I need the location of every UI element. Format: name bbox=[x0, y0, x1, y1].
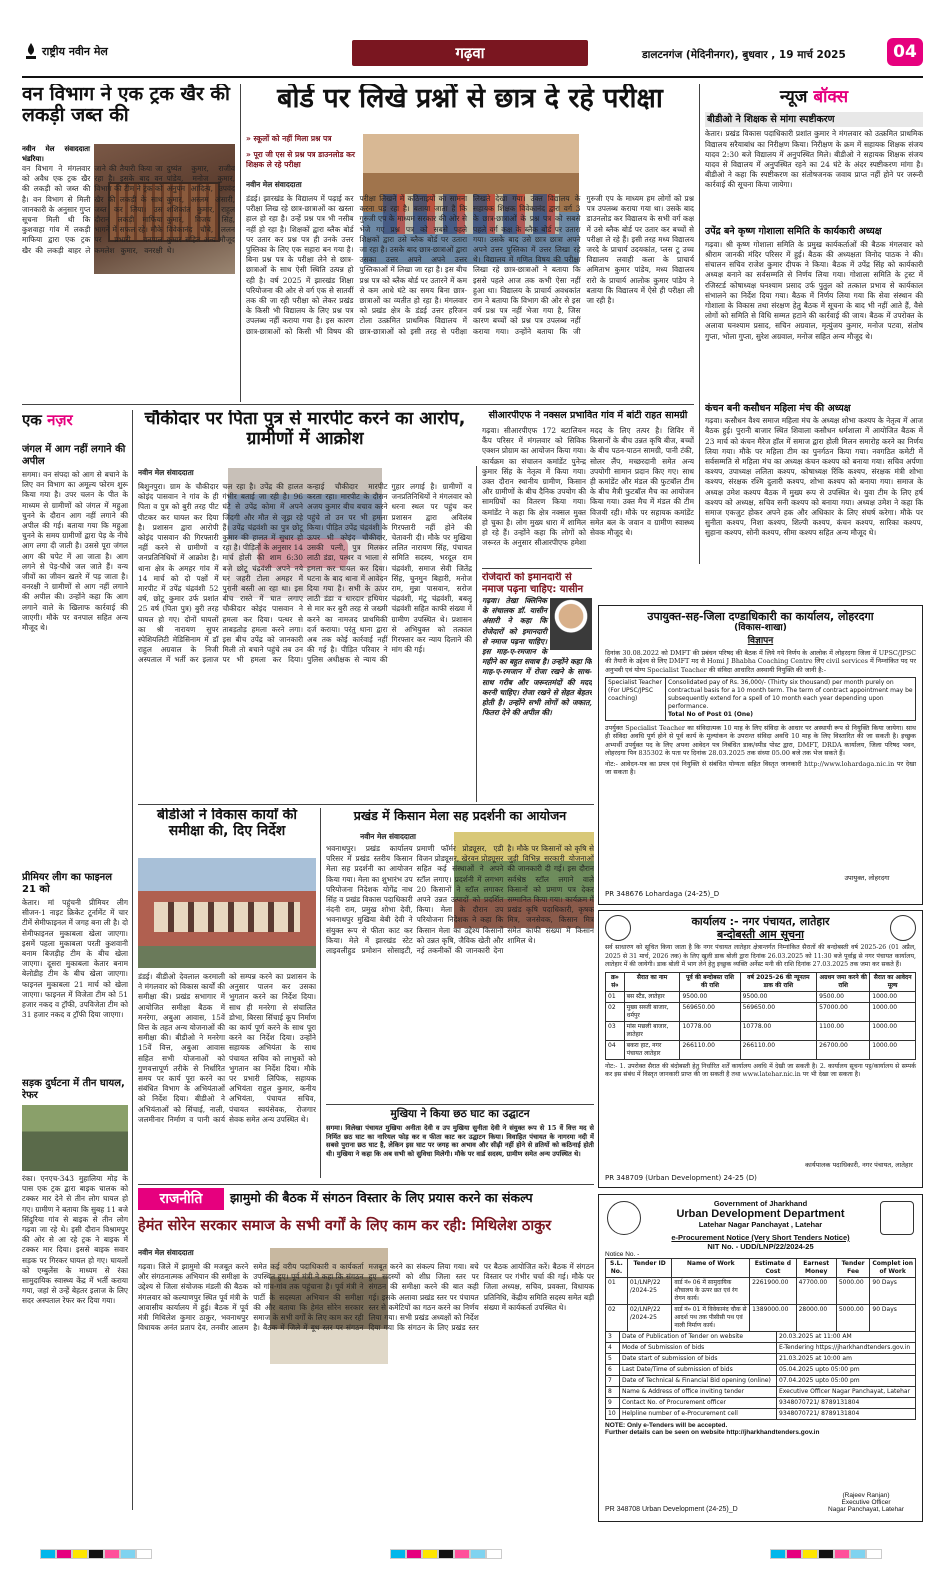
nazar-item2-body: केतार। मां पहुंचनी प्रीमियर लीग सीजन-1 नाइट क्रिकेट टूर्नामेंट में चार टीमें सेमीफाइनल में जगह बना ली है। दो सेमीफाइनल मुकाबला खेला जाएगा। इसमें पहला मुकाबला परती कुशवानी बनाम बिजड़ीह टीम के बीच खेला जाएगा। दूसरा मुकाबला केतार बनाम बेलोडीह टीम के बीच खेला जाएगा। फाइनल मुकाबला 21 मार्च को खेला जाएगा। फाइनल में विजेता टीम को 51 हजार नकद व ट्रॉफी, उपविजेता टीम को 31 हजार नकद व ट्रॉफी दिया जाएगा। bbox=[22, 898, 128, 1020]
ad-signature: उपायुक्त, लोहरदगा bbox=[844, 874, 890, 882]
cell: 07.04.2025 upto 05:00 pm bbox=[777, 1376, 916, 1387]
cell: 1000.00 bbox=[870, 1040, 916, 1059]
th: Earnest Money bbox=[796, 1259, 836, 1278]
tender-note1: NOTE: Only e-Tenders will be accepted. bbox=[605, 1422, 728, 1429]
ad-body1: दिनांक 30.08.2022 को DMFT की प्रबंधन परिषद की बैठक में लिये गये निर्णय के आलोक में लोहरदगा जिला में UPSC/JPSC की तैयारी के उद्देश्य से लिए DMFT मद से Homi J Bhabha Coaching Centre लिए civil services में निम्नांकित पद पर अनुभवी एवं योग्य Specialist Teacher की संविदा आधारित अस्थायी नियुक्ति की जानी है:- bbox=[605, 648, 916, 674]
chowkidar-body: बिशुनपुरा। ग्राम के चौकीदार कोइंद पासवान ने गांव के ही पिता व पुत्र को बुरी तरह पीट पीटकर कर घायल कर दिया है। प्रशासन द्वारा आरोपी कोइंद पासवान की गिरफ्तारी नहीं करने से ग्रामीणों व जनप्रतिनिधियों में आक्रोश है। थाना क्षेत्र के अमहर गांव में 14 मार्च को दो पक्षों में मारपीट में उपेंद्र चंद्रवंशी 52 वर्ष, छोटू कुमार उर्फ प्रशांत 25 वर्ष (पिता पुत्र) बुरी तरह घायल हो गए। दोनों घायलों का श्री नारायण सुपर स्पेशियलिटी मेडिसिनाम में डॉ राहुल अग्रवाल के निजी अस्पताल में भर्ती कर इलाज चल रहा है। उपेंद्र की हालत गंभीर बताई जा रही है। 96 घंटे से उपेंद्र कोमा में अपने जिंदगी और मौत से जूझ रहे हैं। उपेंद्र चंद्रवंशी का पुत्र छोटू कुमार की हालत में सुधार हो रहा है। पीड़ितों के अनुसार 14 मार्च होली की शाम 6:30 बजे छोटू चंद्रवंशी अपने नये घर जहरी टोला अमहर में पुरानी बस्ती आ रहा था। इस बीच रास्ते में घात लगाए चौकीदार कोइंद पासवान ने हमला कर दिया। पत्थर से ताबड़तोड़ हमला करने लगा। इस बीच उपेंद्र को जानकारी मिली तो बचाने पहुंचे तब उन पर भी हमला कर दिया। कन्हाई चौकीदार मारपीट करता रहा। मारपीट के दौरान अजय कुमार बीच बचाव करने पहुंचे तो उन पर भी हमला किया। पीड़ित उपेंद्र चंद्रवंशी के ऊपर भी कोइंद चौकीदार, उसकी पत्नी, पुत्र मिलकर लाठी डंडा, पत्थर व भाला से हमला कर घायल कर दिया। घटना के बाद थाना में आवेदन दिया गया है। सभी के ऊपर लाठी डंडा व धारदार हथियार से मार कर बुरी तरह से जख्मी करने का नामजद प्राथमिकी दर्ज कराया। परंतु थाना द्वारा अब तक कोई कार्रवाई नहीं की गई है। पीड़ित परिवार ने पुलिस अधीक्षक से न्याय की गुहार लगाई है। ग्रामीणों व जनप्रतिनिधियों ने मंगलवार को धरना स्थल पर पहुंच कर प्रशासन द्वारा अविलंब गिरफ्तारी नहीं होने की चेतावनी दी। मौके पर मुखिया ललित नारायण सिंह, पंचायत समिति सदस्य, भरदूल राम चंद्रवंशी, समाज सेवी जितेंद्र सिंह, चुनमुन बिहारी, मनोज राम, मुन्ना पासवान, सरोज चंद्रवंशी, मंटू चंद्रवंशी, बबलू चंद्रवंशी सहित काफी संख्या में ग्रामीण उपस्थित थे। प्रशासन से अभियुक्त को तत्काल गिरफ्तार कर न्याय दिलाने की मांग की गई। bbox=[138, 482, 472, 665]
cell: 47700.00 bbox=[796, 1278, 836, 1305]
politics-section bbox=[138, 1188, 594, 1522]
board-kicker-1: » स्कूलों को नहीं मिला प्रश्न पत्र bbox=[246, 134, 332, 143]
latehar-office: कार्यालय :- नगर पंचायत, लातेहार bbox=[691, 915, 830, 928]
ad-title: विज्ञापन bbox=[747, 635, 774, 646]
th: S.L. No. bbox=[606, 1259, 628, 1278]
masthead-rule bbox=[22, 76, 923, 78]
windows bbox=[154, 902, 300, 932]
tender-office: Latehar Nagar Panchayat , Latehar bbox=[698, 1220, 823, 1229]
color-swatch bbox=[136, 1549, 152, 1559]
section-rule bbox=[138, 1184, 594, 1185]
cell: 01 bbox=[606, 1278, 628, 1305]
latehar-title: बन्दोबस्ती आम सूचना bbox=[717, 928, 804, 942]
color-swatch bbox=[786, 1549, 802, 1559]
cell: 5000.00 bbox=[836, 1305, 870, 1332]
tender-gov: Government of Jharkhand bbox=[713, 1199, 808, 1208]
namaz-story bbox=[482, 572, 592, 802]
politics-body: गढ़वा। जिले में झामुमो की मजबूत करने और संगठनात्मक अभियान की समीक्षा के उद्देश्य से जिला संयोजक मंडली की बैठक मंगलवार को कल्याणपुर स्थित पूर्व मंत्री के आवासीय कार्यालय में हुई। बैठक में पूर्व मंत्री मिथिलेश कुमार ठाकुर, भवनाथपुर विधायक अनंत प्रताप देव, तनवीर आलम समेत कई वरीय पदाधिकारी व कार्यकर्ता उपस्थित हुए। पूर्व मंत्री ने कहा कि संगठन को गांव-गांव तक पहुंचाना है। पूर्व मंत्री ने पार्टी के सदस्यता अभियान की समीक्षा की और बताया कि हेमंत सोरेन सरकार समाज के सभी वर्गों के लिए काम कर रही है। बैठक में जिले में बूथ स्तर पर संगठन मजबूत करने का संकल्प लिया गया। बचे हुए सदस्यों को शीघ्र जिला स्तर पर संगठन की समीक्षा करने की बात कही गई। इसके अलावा प्रखंड स्तर पर पंचायत स्तर से कमेटियों का गठन करने का निर्णय लिया गया। सभी प्रखंड अध्यक्षों को निर्देश दिया गया कि संगठन के लिए प्रखंड स्तर पर बैठक आयोजित करें। बैठक में संगठन विस्तार पर गंभीर चर्चा की गई। मौके पर जिला अध्यक्ष, सचिव, प्रवक्ता, विधायक प्रतिनिधि, केंद्रीय समिति सदस्य समेत बड़ी संख्या में कार्यकर्ता उपस्थित थे। bbox=[138, 1262, 594, 1333]
tender-ad bbox=[598, 1194, 923, 1522]
board-headline: बोर्ड पर लिखे प्रश्नों से छात्र दे रहे परीक्षा bbox=[277, 84, 663, 114]
post-terms: Consolidated pay of Rs. 36,000/- (Thirty six thousand) per month purely on contractual basis for a 10 month term. The term of contract appointment may be subsequently extend for a spell of 10 month each year depending upon performance. Total No of Post 01 (One) bbox=[666, 678, 916, 721]
news-box-title: न्यूज बॉक्स bbox=[779, 87, 849, 107]
cell: 90 Days bbox=[870, 1278, 916, 1305]
chowkidar-byline: नवीन मेल संवाददाता bbox=[138, 468, 194, 477]
cell: 02 bbox=[606, 1002, 625, 1021]
col-rule bbox=[699, 84, 700, 564]
doctor-photo bbox=[550, 598, 592, 650]
table-row bbox=[606, 1278, 916, 1305]
table-row bbox=[606, 1002, 916, 1021]
cell: 9500.00 bbox=[740, 991, 817, 1002]
lamp-icon bbox=[22, 42, 40, 62]
section-banner bbox=[352, 40, 588, 66]
color-swatch bbox=[470, 1549, 486, 1559]
masthead bbox=[22, 38, 923, 74]
mela-body: भवनाथपुर। प्रखंड कार्यालय परिसर में प्रखंड स्तरीय किसान मेला सह प्रदर्शनी का आयोजन किया गया। मेला का शुभारंभ उप परियोजना निदेशक योगेंद्र नाथ सिंह व प्रखंड विकास पदाधिकारी नंदनी राम, प्रमुख शोभा देवी, भवनाथपुर मुखिया बेबी देवी ने संयुक्त रूप से फीता काट कर किया। मेले में झारखंड स्टेट लाइवलीहुड प्रमोशन सोसाइटी, प्रमाणी फॉर्मर प्रोड्यूसर, एडी विजन प्रोड्यूसर, खेरवन प्रोड्यूसर सहित कई संस्थाओं ने अपने स्टॉल लगाए। प्रदर्शनी में लगभग 20 किसानों ने स्टॉल लगाकर अपने उन्नत उत्पादों को प्रदर्शित किया। मेला के दौरान उप परियोजना निदेशक ने कहा कि किसान मेला का उद्देश्य किसानों को उन्नत कृषि, जैविक खेती और नई तकनीकों की जानकारी देना है। मौके पर किसानों को कृषि से जुड़ी विभिन्न सरकारी योजनाओं की जानकारी दी गई। इस दौरान सर्वश्रेष्ठ स्टॉल लगाने वाले किसानों को प्रमाण पत्र देकर सम्मानित किया गया। कार्यक्रम में प्रखंड कृषि पदाधिकारी, कृषक मित्र, जनसेवक, किसान मित्र समेत काफी संख्या में किसान शामिल थे। bbox=[326, 844, 594, 956]
chhath-body: सगमा। विलेखा पंचायत मुखिया अनीता देवी व उप मुखिया सुनीता देवी ने संयुक्त रूप से 15 वें वित्त मद से निर्मित छठ घाट का नारियल फोड़ कर व फीता काट कर उद्घाटन किया। विवाहित पंचायत के नागरमा नदी में सबसे पुराना छठ घाट है, लेकिन इस घाट पर जगह का अभाव और सीढ़ी नहीं होने से व्रतियों को कठिनाई होती थी। मुखिया ने कहा कि अब सभी को सुविधा मिलेगी। मौके पर वार्ड सदस्य, ग्रामीण समेत अन्य उपस्थित थे। bbox=[326, 1124, 594, 1158]
cell: E-Tendering https://jharkhandtenders.gov.in bbox=[777, 1343, 916, 1354]
cell: 9348070721/ 8789131804 bbox=[777, 1398, 916, 1409]
latehar-body: सर्व साधारण को सूचित किया जाता है कि नगर पंचायत लातेहार क्षेत्रान्तर्गत निम्नांकित सैरातों की बन्दोबस्ती वर्ष 2025-26 (01 अप्रैल, 2025 से 31 मार्च, 2026 तक) के लिए खुली डाक बोली द्वारा दिनांक 26.03.2025 को 11:30 बजे पूर्वाह्न से नगर पंचायत कार्यालय, लातेहार में की जायेगी। डाक बोली में भाग लेने हेतु इच्छुक व्यक्ति अर्नेस्ट मनी की राशि दिनांक 27.03.2025 तक जमा कर सकते हैं। bbox=[605, 944, 916, 968]
table-row bbox=[606, 1040, 916, 1059]
ad-office: उपायुक्त-सह-जिला दण्डाधिकारी का कार्यालय, लोहरदगा bbox=[647, 610, 874, 623]
cell: वार्ड नं० 01 में विवेकानंद चौक से आदर्श पथ तक पीसीसी पथ एवं नाली निर्माण कार्य। bbox=[672, 1305, 750, 1332]
board-story bbox=[246, 84, 694, 402]
table-row bbox=[606, 1365, 916, 1376]
latehar-signature: कार्यपालक पदाधिकारी, नगर पंचायत, लातेहार bbox=[805, 1161, 913, 1169]
table-row bbox=[606, 1021, 916, 1040]
mela-byline: नवीन मेल संवाददाता bbox=[360, 832, 416, 841]
crpf-body: गढ़वा। सीआरपीएफ 172 बटालियन कैंप परिसर में मंगलवार को सिविक एक्शन प्रोग्राम का आयोजन किया गया। कार्यक्रम का संचालन कमांडेंट पुनेन्द्र कुमार सिंह के नेतृत्व में किया गया। उक्त दौरान स्थानीय ग्रामीण, किसान और ग्रामीणों के बीच दैनिक उपयोग की सामग्रियों का वितरण किया गया। कमांडेंट ने कहा कि क्षेत्र नक्सल मुक्त हो चुका है। लोग मुख्य धारा में शामिल हो रहे हैं। उन्होंने कहा कि लोगों को जरूरत के अनुसार सीआरपीएफ हमेशा मदद के लिए तत्पर है। शिविर में किसानों के बीच उन्नत कृषि बीज, बच्चों के बीच पठन-पाठन सामग्री, पानी टंकी, सोलर लैंप, मच्छरदानी समेत अन्य उपयोगी सामान प्रदान किए गए। साथ ही कमांडेंट और मंडल की फुटबॉल टीम के बीच मैत्री फुटबॉल मैच का आयोजन किया गया। उक्त मैच में मंडल की टीम विजयी रही। मौके पर सहायक कमांडेंट समेत बल के जवान व ग्रामीण स्वास्थ्य सेवक मौजूद थे। bbox=[482, 426, 694, 548]
kicker-arrow-icon: » bbox=[246, 134, 251, 143]
namaz-headline: रोजेदारों को इमानदारी से नमाज पढ़ना चाहिए: यासीन bbox=[482, 572, 584, 595]
forest-headline: वन विभाग ने एक ट्रक खैर की लकड़ी जब्त की bbox=[22, 84, 230, 127]
print-color-bar-center bbox=[390, 1549, 502, 1559]
cell: 04 bbox=[606, 1040, 625, 1059]
tender-notice-no: Notice No. - bbox=[605, 1251, 640, 1258]
nazar-item3-head: सड़क दुर्घटना में तीन घायल, रेफर bbox=[22, 1078, 125, 1101]
dateline: डालटनगंज (मेदिनीनगर), बुधवार , 19 मार्च 2025 bbox=[642, 49, 846, 61]
color-swatch bbox=[850, 1549, 866, 1559]
cell: 9500.00 bbox=[680, 991, 740, 1002]
th: सैरात का आवेदन मूल्य bbox=[870, 972, 916, 991]
bdo-headline: बीडीओ ने विकास कार्यों की समीक्षा की, दिए निर्देश bbox=[156, 808, 298, 839]
col-rule bbox=[476, 466, 477, 802]
politics-headline2: हेमंत सोरेन सरकार समाज के सभी वर्गों के लिए काम कर रही: मिथिलेश ठाकुर bbox=[138, 1218, 552, 1234]
chowkidar-story bbox=[138, 410, 472, 802]
table-row bbox=[606, 1387, 916, 1398]
cell: 4 bbox=[606, 1343, 620, 1354]
cell: 26700.00 bbox=[817, 1040, 870, 1059]
cell: Date of Publication of Tender on website bbox=[620, 1332, 777, 1343]
cell: मुख्य सब्जी बाजार, धर्मपुर bbox=[624, 1002, 680, 1021]
ad-body3: नोट:- आवेदन-पत्र का प्रपत्र एवं नियुक्ति से संबंधित योग्यता सहित विस्तृत जानकारी http://www.lohardaga.nic.in पर देखा जा सकता है। bbox=[605, 759, 916, 777]
nazar-item1-body: सगमा। वन संपदा को आग से बचाने के लिए वन विभाग का अमूल्य फोरम शुरू किया गया है। उपर चलन के पीत के माध्यम से ग्रामीणों को जंगल में महुआ चुनने के दौरान आग नहीं लगाने की अपील की गई। बताया गया कि महुआ चुनने के समय ग्रामीणों द्वारा पेड़ के नीचे आग लगा दी जाती है। उससे पूरा जंगल आग की चपेट में आ जाता है। आग लगने से पेड़-पौधे जल जाते हैं। वन्य जीवों का जीवन खतरे में पड़ जाता है। वनरक्षी ने ग्रामीणों से आग नहीं लगाने की अपील की। उन्होंने कहा कि आग लगाने वाले के खिलाफ कार्रवाई की जाएगी। मौके पर वनपाल सहित अन्य मौजूद थे। bbox=[22, 470, 128, 633]
color-swatch bbox=[454, 1549, 470, 1559]
cell: वार्ड नं० 06 में सामुदायिक शौचालय के ऊपर छत एवं रंग रोगन कार्य। bbox=[672, 1278, 750, 1305]
mela-headline: प्रखंड में किसान मेला सह प्रदर्शनी का आयोजन bbox=[353, 808, 567, 823]
building-photo bbox=[138, 858, 316, 968]
forest-story bbox=[22, 84, 235, 402]
ad-branch: (विकास-शाखा) bbox=[734, 623, 787, 634]
color-swatch bbox=[770, 1549, 786, 1559]
forest-place: भंडरिया। bbox=[22, 154, 44, 164]
color-swatch bbox=[486, 1549, 502, 1559]
section-title: गढ़वा bbox=[455, 44, 485, 62]
forest-byline: नवीन मेल संवाददाता bbox=[22, 144, 90, 153]
emblem-icon-2 bbox=[890, 915, 916, 941]
color-swatch bbox=[406, 1549, 422, 1559]
news-item1-head: बीडीओ ने शिक्षक से मांगा स्पष्टीकरण bbox=[705, 112, 923, 127]
color-swatch bbox=[72, 1549, 88, 1559]
th: Tender Fee bbox=[836, 1259, 870, 1278]
board-kicker-2: » पूरा जी एस से प्रश्न पत्र डाउनलोड कर शिक्षक ले रहे परीक्षा bbox=[246, 150, 355, 169]
th: क्र० सं० bbox=[606, 972, 625, 991]
cell: बस स्टैंड, लातेहार bbox=[624, 991, 680, 1002]
nazar-item2-head: प्रीमियर लीग का फाइनल 21 को bbox=[22, 872, 112, 895]
col-rule bbox=[132, 410, 133, 1510]
cell: 01/LNP/22 /2024-25 bbox=[627, 1278, 672, 1305]
cell: 7 bbox=[606, 1376, 620, 1387]
table-row bbox=[606, 1376, 916, 1387]
cell: 5000.00 bbox=[836, 1278, 870, 1305]
news-item2-head: उपेंद्र बने कृष्ण गोशाला समिति के कार्यकारी अध्यक्ष bbox=[705, 226, 882, 238]
cell: 8 bbox=[606, 1387, 620, 1398]
emblem-icon bbox=[605, 915, 631, 941]
cell: 03 bbox=[606, 1021, 625, 1040]
cell: 1000.00 bbox=[870, 1021, 916, 1040]
cell: 569650.00 bbox=[740, 1002, 817, 1021]
cell: 5 bbox=[606, 1354, 620, 1365]
news-item3-head: कंचन बनी कसौधन महिला मंच की अध्यक्ष bbox=[705, 402, 851, 414]
mela-story bbox=[326, 808, 594, 1180]
color-swatch bbox=[104, 1549, 120, 1559]
color-swatch bbox=[818, 1549, 834, 1559]
table-row bbox=[606, 1332, 916, 1343]
cell: 9348070721/ 8789131804 bbox=[777, 1409, 916, 1420]
cell: 57000.00 bbox=[817, 1002, 870, 1021]
ad-pr: PR 348676 Lohardaga (24-25)_D bbox=[605, 890, 720, 898]
cell: Helpline number of e-Procurement cell bbox=[620, 1409, 777, 1420]
paper-name: राष्ट्रीय नवीन मेल bbox=[42, 45, 108, 58]
cell: 21.03.2025 at 10:00 am bbox=[777, 1354, 916, 1365]
cell: 10 bbox=[606, 1409, 620, 1420]
cell: 1100.00 bbox=[817, 1021, 870, 1040]
color-swatch bbox=[40, 1549, 56, 1559]
color-swatch bbox=[866, 1549, 882, 1559]
paper-logo bbox=[22, 42, 142, 64]
col-rule bbox=[240, 84, 241, 402]
color-swatch bbox=[56, 1549, 72, 1559]
tender-note2: Further details can be seen on website http://jharkhandtenders.gov.in bbox=[605, 1429, 820, 1436]
color-swatch bbox=[120, 1549, 136, 1559]
color-swatch bbox=[390, 1549, 406, 1559]
lohardaga-ad bbox=[598, 605, 923, 905]
cell: Mode of Submission of bids bbox=[620, 1343, 777, 1354]
col-rule bbox=[320, 808, 321, 1178]
politics-headline1: झामुमो की बैठक में संगठन विस्तार के लिए प्रयास करने का संकल्प bbox=[230, 1190, 533, 1205]
kicker-arrow-icon: » bbox=[246, 150, 251, 159]
ud-emblem-icon bbox=[880, 1201, 914, 1235]
section-rule bbox=[22, 404, 694, 405]
cell: 1000.00 bbox=[870, 991, 916, 1002]
cell: 10778.00 bbox=[680, 1021, 740, 1040]
cell: मांस मछली बाजार, लातेहार bbox=[624, 1021, 680, 1040]
cell: Last Date/Time of submission of bids bbox=[620, 1365, 777, 1376]
bdo-story bbox=[138, 808, 316, 1180]
tender-dept: Urban Development Department bbox=[676, 1208, 845, 1220]
cell: Executive Officer Nagar Panchayat, Latehar bbox=[777, 1387, 916, 1398]
cell: 20.03.2025 at 11:00 AM bbox=[777, 1332, 916, 1343]
cell: 01 bbox=[606, 991, 625, 1002]
ad-body2: उपर्युक्त Specialist Teacher का संविदात्मक 10 माह के लिए संविदा के आधार पर अस्थायी रूप से नियुक्ति किया जायेगा। साथ ही संविदा अवधि पूर्ण होने से पूर्व कार्य के मूल्यांकन के उपरान्त संविदा अवधि 10 माह के लिए विस्तारित की जा सकती है। इच्छुक अभ्यर्थी उपर्युक्त पद के लिए अपना आवेदन पत्र निबंधित डाक/स्पीड पोस्ट द्वारा, DMFT, DRDA कार्यालय, जिला परिषद भवन, लोहरदगा पिन 835302 के पता पर दिनांक 28.03.2025 तक संध्या 05.00 बजे तक भेज सकते हैं। bbox=[605, 724, 916, 758]
jharkhand-emblem-icon bbox=[607, 1201, 641, 1235]
latehar-table bbox=[605, 972, 916, 1060]
color-swatch bbox=[834, 1549, 850, 1559]
tender-info-table bbox=[605, 1331, 916, 1420]
cell: 90 Days bbox=[870, 1305, 916, 1332]
cell: 569650.00 bbox=[680, 1002, 740, 1021]
nazar-item1-head: जंगल में आग नहीं लगाने की अपील bbox=[22, 444, 126, 467]
cell: Contact No. of Procurement officer bbox=[620, 1398, 777, 1409]
print-color-bar-right bbox=[770, 1549, 882, 1559]
chowkidar-headline: चौकीदार पर पिता पुत्र से मारपीट करने का आरोप, ग्रामीणों में आक्रोश bbox=[144, 410, 466, 449]
crpf-story bbox=[482, 410, 694, 564]
tender-nit: NIT No. - UDD/LNP/22/2024-25 bbox=[707, 1242, 814, 1251]
cell: Date start of submission of bids bbox=[620, 1354, 777, 1365]
table-row bbox=[606, 1305, 916, 1332]
table-row bbox=[606, 991, 916, 1002]
namaz-body: गढ़वा। तेखा क्लिनिक के संचालक डॉ. यासीन अंसारी ने कहा कि रोजेदारों को इमानदारी से नमाज पढ़ना चाहिए। इस माह-ए-रमजान के महीने का बहुत सवाब है। उन्होंने कहा कि माह-ए-रमजान में रोजा रखने के साथ-साथ गरीब और जरूरतमंदों की मदद करनी चाहिए। रोजा रखने से सेहत बेहतर होती है। उन्होंने सभी लोगों को जकात, फितरा देने की अपील की। bbox=[482, 596, 592, 718]
latehar-pr: PR 348709 (Urban Development) 24-25 (D) bbox=[605, 1174, 757, 1182]
news-item3-body: गढ़वा। कसौधन वैश्य समाज महिला मंच के अध्यक्ष शोभा कश्यप के नेतृत्व में आज बैठक हुई। पुरानी बाजार स्थित शिवाला कसौधन धर्मशाला में आयोजित बैठक में 23 मार्च को कंचन मैरेज हॉल में समाज द्वारा होली मिलन समारोह करने का निर्णय लिया गया। मौके पर महिला टीम का पुनर्गठन किया गया। नवगठित कमेटी में सर्वसम्मति से महिला मंच का अध्यक्ष कंचन कश्यप को बनाया गया। सचिव अर्पणा कश्यप, उपाध्यक्ष ललिता कश्यप, कोषाध्यक्ष रिंकि कश्यप, संरक्षक मंत्री शोभा कश्यप, संरक्षक रश्मि दुलारी कश्यप, शोभा कश्यप को बनाया गया। समाज के अध्यक्ष उमेश कश्यप बैठक में मुख्य रूप से उपस्थित थे। युवा टीम के लिए हर्ष कश्यप को अध्यक्ष, सचिव सनी कश्यप को बनाया गया। अध्यक्ष उमेश ने कहा कि समाज एकजुट होकर अपने हक और अधिकार के लिए संघर्ष करेगा। मौके पर सुनीता कश्यप, निशा कश्यप, शिल्पी कश्यप, कंचन कश्यप, सारिका कश्यप, सुहाना कश्यप, सोनी कश्यप, सीमा कश्यप सहित अन्य मौजूद थे। bbox=[705, 416, 923, 538]
table-row bbox=[606, 1354, 916, 1365]
crpf-headline: सीआरपीएफ ने नक्सल प्रभावित गांव में बांटी राहत सामग्री bbox=[488, 410, 688, 421]
news-item1-body: केतार। प्रखंड विकास पदाधिकारी प्रशांत कुमार ने मंगलवार को उत्क्रमित प्राथमिक विद्यालय सरैयाबांध का निरीक्षण किया। निरीक्षण के क्रम में सहायक शिक्षक संजय यादव 2:30 बजे विद्यालय में अनुपस्थित मिले। बीडीओ ने सहायक शिक्षक संजय यादव से विद्यालय में अनुपस्थित रहने का 24 घंटे के अंदर स्पष्टीकरण मांगा है। बीडीओ ने कहा कि स्पष्टीकरण का संतोषजनक जवाब प्राप्त नहीं होने पर जरूरी कार्रवाई की सूचना किया जायेगा। bbox=[705, 129, 923, 190]
accident-photo bbox=[22, 1105, 128, 1171]
cell: Name & Address of office inviting tender bbox=[620, 1387, 777, 1398]
cell: बकरा हाट, नगर पंचायत लातेहार bbox=[624, 1040, 680, 1059]
latehar-notes: नोट:- 1. उपरोक्त सैरात की बंदोबस्ती हेतु निर्धारित शर्तें कार्यालय अवधि में देखी जा सकती है। 2. कार्यालय सूचना पट्ट/कार्यालय से सम्पर्क कर इस संबंध में विस्तृत जानकारी प्राप्त की जा सकती है तथा www.latehar.nic.in पर भी देखा जा सकता है। bbox=[605, 1062, 917, 1079]
cell: 1000.00 bbox=[870, 1002, 916, 1021]
th: Name of Work bbox=[672, 1259, 750, 1278]
cell: 10778.00 bbox=[740, 1021, 817, 1040]
cell: 3 bbox=[606, 1332, 620, 1343]
table-row bbox=[606, 1343, 916, 1354]
cell: 266110.00 bbox=[740, 1040, 817, 1059]
cell: 6 bbox=[606, 1365, 620, 1376]
th: Tender ID bbox=[627, 1259, 672, 1278]
th: अग्रधन जमा करने की राशि bbox=[817, 972, 870, 991]
tender-notice: e-Procurement Notice (Very Short Tenders Notice) bbox=[671, 1233, 850, 1242]
table-row bbox=[606, 1398, 916, 1409]
cell: Date of Technical & Financial Bid opening (online) bbox=[620, 1376, 777, 1387]
cell: 9500.00 bbox=[817, 991, 870, 1002]
section-rule bbox=[482, 568, 592, 569]
politics-byline: नवीन मेल संवाददाता bbox=[138, 1248, 194, 1257]
chhath-headline: मुखिया ने किया छठ घाट का उद्घाटन bbox=[390, 1108, 530, 1120]
color-swatch bbox=[802, 1549, 818, 1559]
board-body: डंडई। झारखंड के विद्यालय में पढ़ाई कर परीक्षा लिख रहे छात्र-छात्राओं का खस्ता हाल हो रहा है। उन्हें प्रश्न पत्र भी नसीब नहीं हो रहा है। शिक्षकों द्वारा ब्लैक बोर्ड पर उतार कर प्रश्न पत्र ही उनके उत्तर पुस्तिका के लिए एक सहारा बन गया है। बिना प्रश्न पत्र के परीक्षा लेने से छात्र-छात्राओं के साथ ऐसी स्थिति उत्पन्न हो रही है। वर्ष 2025 में झारखंड शिक्षा परियोजना की ओर से वर्ग एक से सातवीं तक की जा रही परीक्षा को लेकर प्रखंड के किसी भी विद्यालय के लिए प्रश्न पत्र उपलब्ध नहीं कराया गया है। इस कारण छात्र-छात्राओं को किसी भी विषय की परीक्षा लिखने में कठिनाइयों का सामना करना पड़ रहा है। बताया जाता है कि गुरुजी एप के माध्यम सरकार की ओर से भेजे गए प्रश्न पत्र को सबसे पहले शिक्षकों द्वारा उसे ब्लैक बोर्ड पर उतारा जा रहा है। उसके बाद छात्र-छात्राओं द्वारा उसका उत्तर अपने अपने उत्तर पुस्तिकाओं में लिखा जा रहा है। इस बीच प्रश्न पत्र को ब्लैक बोर्ड पर उतारने में कम से कम आधे घंटे का समय बिना छात्र-छात्राओं का व्यतीत हो रहा है। मंगलवार को प्रखंड क्षेत्र के डंडई उत्तर हरिजन टोला उत्क्रमित प्राथमिक विद्यालय में छात्र-छात्राओं को इसी तरह से परीक्षा लिखते देखा गया। उक्त विद्यालय के सहायक शिक्षक विवेकानंद द्वारा वर्ग 3 के छात्र-छात्राओं के प्रश्न पत्र को सबसे पहले वर्ग कक्ष के ब्लैक बोर्ड पर उतारा गया। उसके बाद उसे छात्र छात्रा अपने अपने उत्तर पुस्तिका में उत्तर लिखा रहे थे। विद्यालय में गणित विषय की परीक्षा लिखा रहे छात्र-छात्राओं ने बताया कि इससे पहले आज तक कभी ऐसा नहीं हुआ था। विद्यालय के प्राचार्य अवधकांत राम ने बताया कि विभाग की ओर से इस वर्ष प्रश्न पत्र नहीं भेजा गया है, जिस कारण बच्चों को प्रश्न पत्र उपलब्ध नहीं कराया गया। उन्होंने बताया कि जी गुरुजी एप के माध्यम हम लोगों को प्रश्न पत्र उपलब्ध कराया गया था। उसके बाद डाउनलोड कर विद्यालय के सभी वर्ग कक्ष में उसे ब्लैक बोर्ड पर उतार कर बच्चों से परीक्षा ले रहे हैं। इसी तरह मध्य विद्यालय जरदे के प्राचार्य उदयकांत, प्लस टू उच्च विद्यालय लवाही कला के प्राचार्य अमिताभ कुमार पांडेय, मध्य विद्यालय रारो के प्राचार्य आलोक कुमार पांडेय ने बताया कि विद्यालय में ऐसे ही परीक्षा ली जा रही है। bbox=[246, 194, 694, 336]
section-rule bbox=[326, 1104, 594, 1105]
news-item2-body: गढ़वा। श्री कृष्ण गोशाला समिति के प्रमुख कार्यकर्ताओं की बैठक मंगलवार को श्रीराम जानकी मंदिर परिसर में हुई। बैठक की अध्यक्षता विनोद पाठक ने की। संचालन सचिव राजेश कुमार दीपक ने किया। बैठक में उपेंद्र सिंह को कार्यकारी अध्यक्ष बनाने का सर्वसम्मति से निर्णय लिया गया। गोशाला समिति के ट्रस्ट में रजिस्टर्ड कोषाध्यक्ष घनश्याम प्रसाद उर्फ पुतुल को तत्काल प्रभाव से कार्यकाल संभालने का निर्देश दिया गया। बैठक में निर्णय लिया गया कि सेवा संस्थान की गोशाला के विकास तथा संरक्षण हेतु बैठक में सूचना के बाद भी नहीं आते हैं, वैसे लोगों को समिति से विधि सम्मत हटाने की कार्रवाई की जाय। बैठक में उपरोक्त के अलावा घनश्याम प्रसाद, सचिन अग्रवाल, मृत्युंजय कुमार, मनोज पटवा, संतोष गुप्ता, भोला गुप्ता, सुरेश अग्रवाल, मनोज सहित अन्य मौजूद थे। bbox=[705, 239, 923, 341]
tender-pr: PR 348708 Urban Development (24-25)_D bbox=[605, 1506, 738, 1513]
color-swatch bbox=[88, 1549, 104, 1559]
section-rule bbox=[138, 804, 594, 805]
th: पूर्व की बन्दोबस्त राशि की राशि bbox=[680, 972, 740, 991]
cell: 05.04.2025 upto 05:00 pm bbox=[777, 1365, 916, 1376]
ek-nazar bbox=[22, 410, 128, 1350]
print-color-bar-left bbox=[40, 1549, 152, 1559]
bdo-body: डंडई। बीडीओ देवलाल करमाली ने मंगलवार को विकास कार्यों की समीक्षा की। प्रखंड सभागार में आयोजित समीक्षा बैठक में मनरेगा, अबुआ आवास, 15वें वित्त के तहत अन्य योजनाओं की समीक्षा की। बीडीओ ने मनरेगा 15वें वित्त, अबुआ आवास सहित सभी योजनाओं को गुणवत्तापूर्ण तरीके से निर्धारित समय पर कार्य पूरा करने का संबंधित विभाग के अभियंताओं को निर्देश दिया। बीडीओ ने अभियंताओं को सिंचाई, नाली, जलमीनार निर्माण व पानी कार्य को सम्पन्न करने का प्रशासन के अनुसार पालन कर उसका भुगतान करने का निर्देश दिया। साथ ही मनरेगा से संचालित डोभा, बिरसा सिंचाई कूप निर्माण का कार्य पूर्ण करने के साथ पूरा करने का निर्देश दिया। उन्होंने सहायक अभियंता के साथ पंचायत सचिव को लाभुकों को भुगतान का निर्देश दिया। मौके पर प्रभारी लिपिक, सहायक अभियंता राहुल कुमार, कनीय अभियंता, पंचायत सचिव, पंचायत स्वयंसेवक, रोजगार सेवक समेत अन्य उपस्थित थे। bbox=[138, 972, 316, 1124]
th: Estimate d Cost bbox=[750, 1259, 796, 1278]
th: वर्ष 2025-26 की न्यूनतम डाक की राशि bbox=[740, 972, 817, 991]
news-box bbox=[705, 84, 923, 602]
forest-body: वन विभाग ने मंगलवार को अवैध एक ट्रक खैर की लकड़ी को जब्त की है। वन विभाग से मिली जानकारी के अनुसार गुप्त सूचना मिली थी कि कुशवाहा गांव में लकड़ी माफिया द्वारा एक ट्रक खैर की लकड़ी बाहर ले जाने की तैयारी किया जा रहा है। इसके बाद वन विभाग की टीम ने ट्रक को खैर की लकड़ी के साथ जब्त कर लिया। उस दौरान लकड़ी माफिया भागने में सफल रहे। मौके पर प्रभारी वनपाल कमलेश कुमार, वनरक्षी दुष्यंत कुमार, राजीव पांडेय, मनोज कुमार, अनुपम आदित्य, उपवंद कुमार, अस्लम अंसारी, शशिकांत कुमार, राहुल कुमार, विजय सिंह, विवेकानंद चौबे, ललन कुमार सहित अन्य मौजूद थे। bbox=[22, 164, 235, 255]
nazar-item3-body: रंका। एनएच-343 मुहालिया मोड़ के पास एक ट्रक द्वारा बाइक चालक को टक्कर मार देने से तीन लोग घायल हो गए। ग्रामीण ने बताया कि सुबह 11 बजे सिंदुरिया गांव से बाइक से तीन लोग गढ़वा जा रहे थे। इसी दौरान विश्रामपुर की ओर से आ रहे ट्रक ने बाइक में टक्कर मार दिया। इससे बाइक सवार सड़क पर गिरकर घायल हो गए। घायलों को एम्बुलेंस के माध्यम से रंका सामुदायिक स्वास्थ्य केंद्र में भर्ती कराया गया, जहां से उन्हें बेहतर इलाज के लिए सदर अस्पताल रेफर कर दिया गया। bbox=[22, 1174, 128, 1306]
tender-table bbox=[605, 1258, 916, 1332]
th: Complet ion of Work bbox=[870, 1259, 916, 1278]
tender-signer: (Rajeev Ranjan) Executive Officer Nagar Panchayat, Latehar bbox=[828, 1492, 904, 1513]
th: सैरात का नाम bbox=[624, 972, 680, 991]
page-number-badge: 04 bbox=[887, 38, 923, 66]
post-name: Specialist Teacher (For UPSC/JPSC coaching) bbox=[606, 678, 666, 721]
ek-nazar-label: एक नज़र bbox=[22, 411, 73, 429]
cell: 2261900.00 bbox=[750, 1278, 796, 1305]
cell: 02/LNP/22 /2024-25 bbox=[627, 1305, 672, 1332]
color-swatch bbox=[422, 1549, 438, 1559]
color-swatch bbox=[438, 1549, 454, 1559]
latehar-ad bbox=[598, 910, 923, 1188]
cell: 266110.00 bbox=[680, 1040, 740, 1059]
cell: 28000.00 bbox=[796, 1305, 836, 1332]
ad-post-table bbox=[605, 677, 916, 721]
table-row bbox=[606, 1409, 916, 1420]
board-byline: नवीन मेल संवाददाता bbox=[246, 180, 302, 189]
cell: 1389000.00 bbox=[750, 1305, 796, 1332]
politics-label: राजनीति bbox=[138, 1188, 224, 1210]
cell: 9 bbox=[606, 1398, 620, 1409]
cell: 02 bbox=[606, 1305, 628, 1332]
